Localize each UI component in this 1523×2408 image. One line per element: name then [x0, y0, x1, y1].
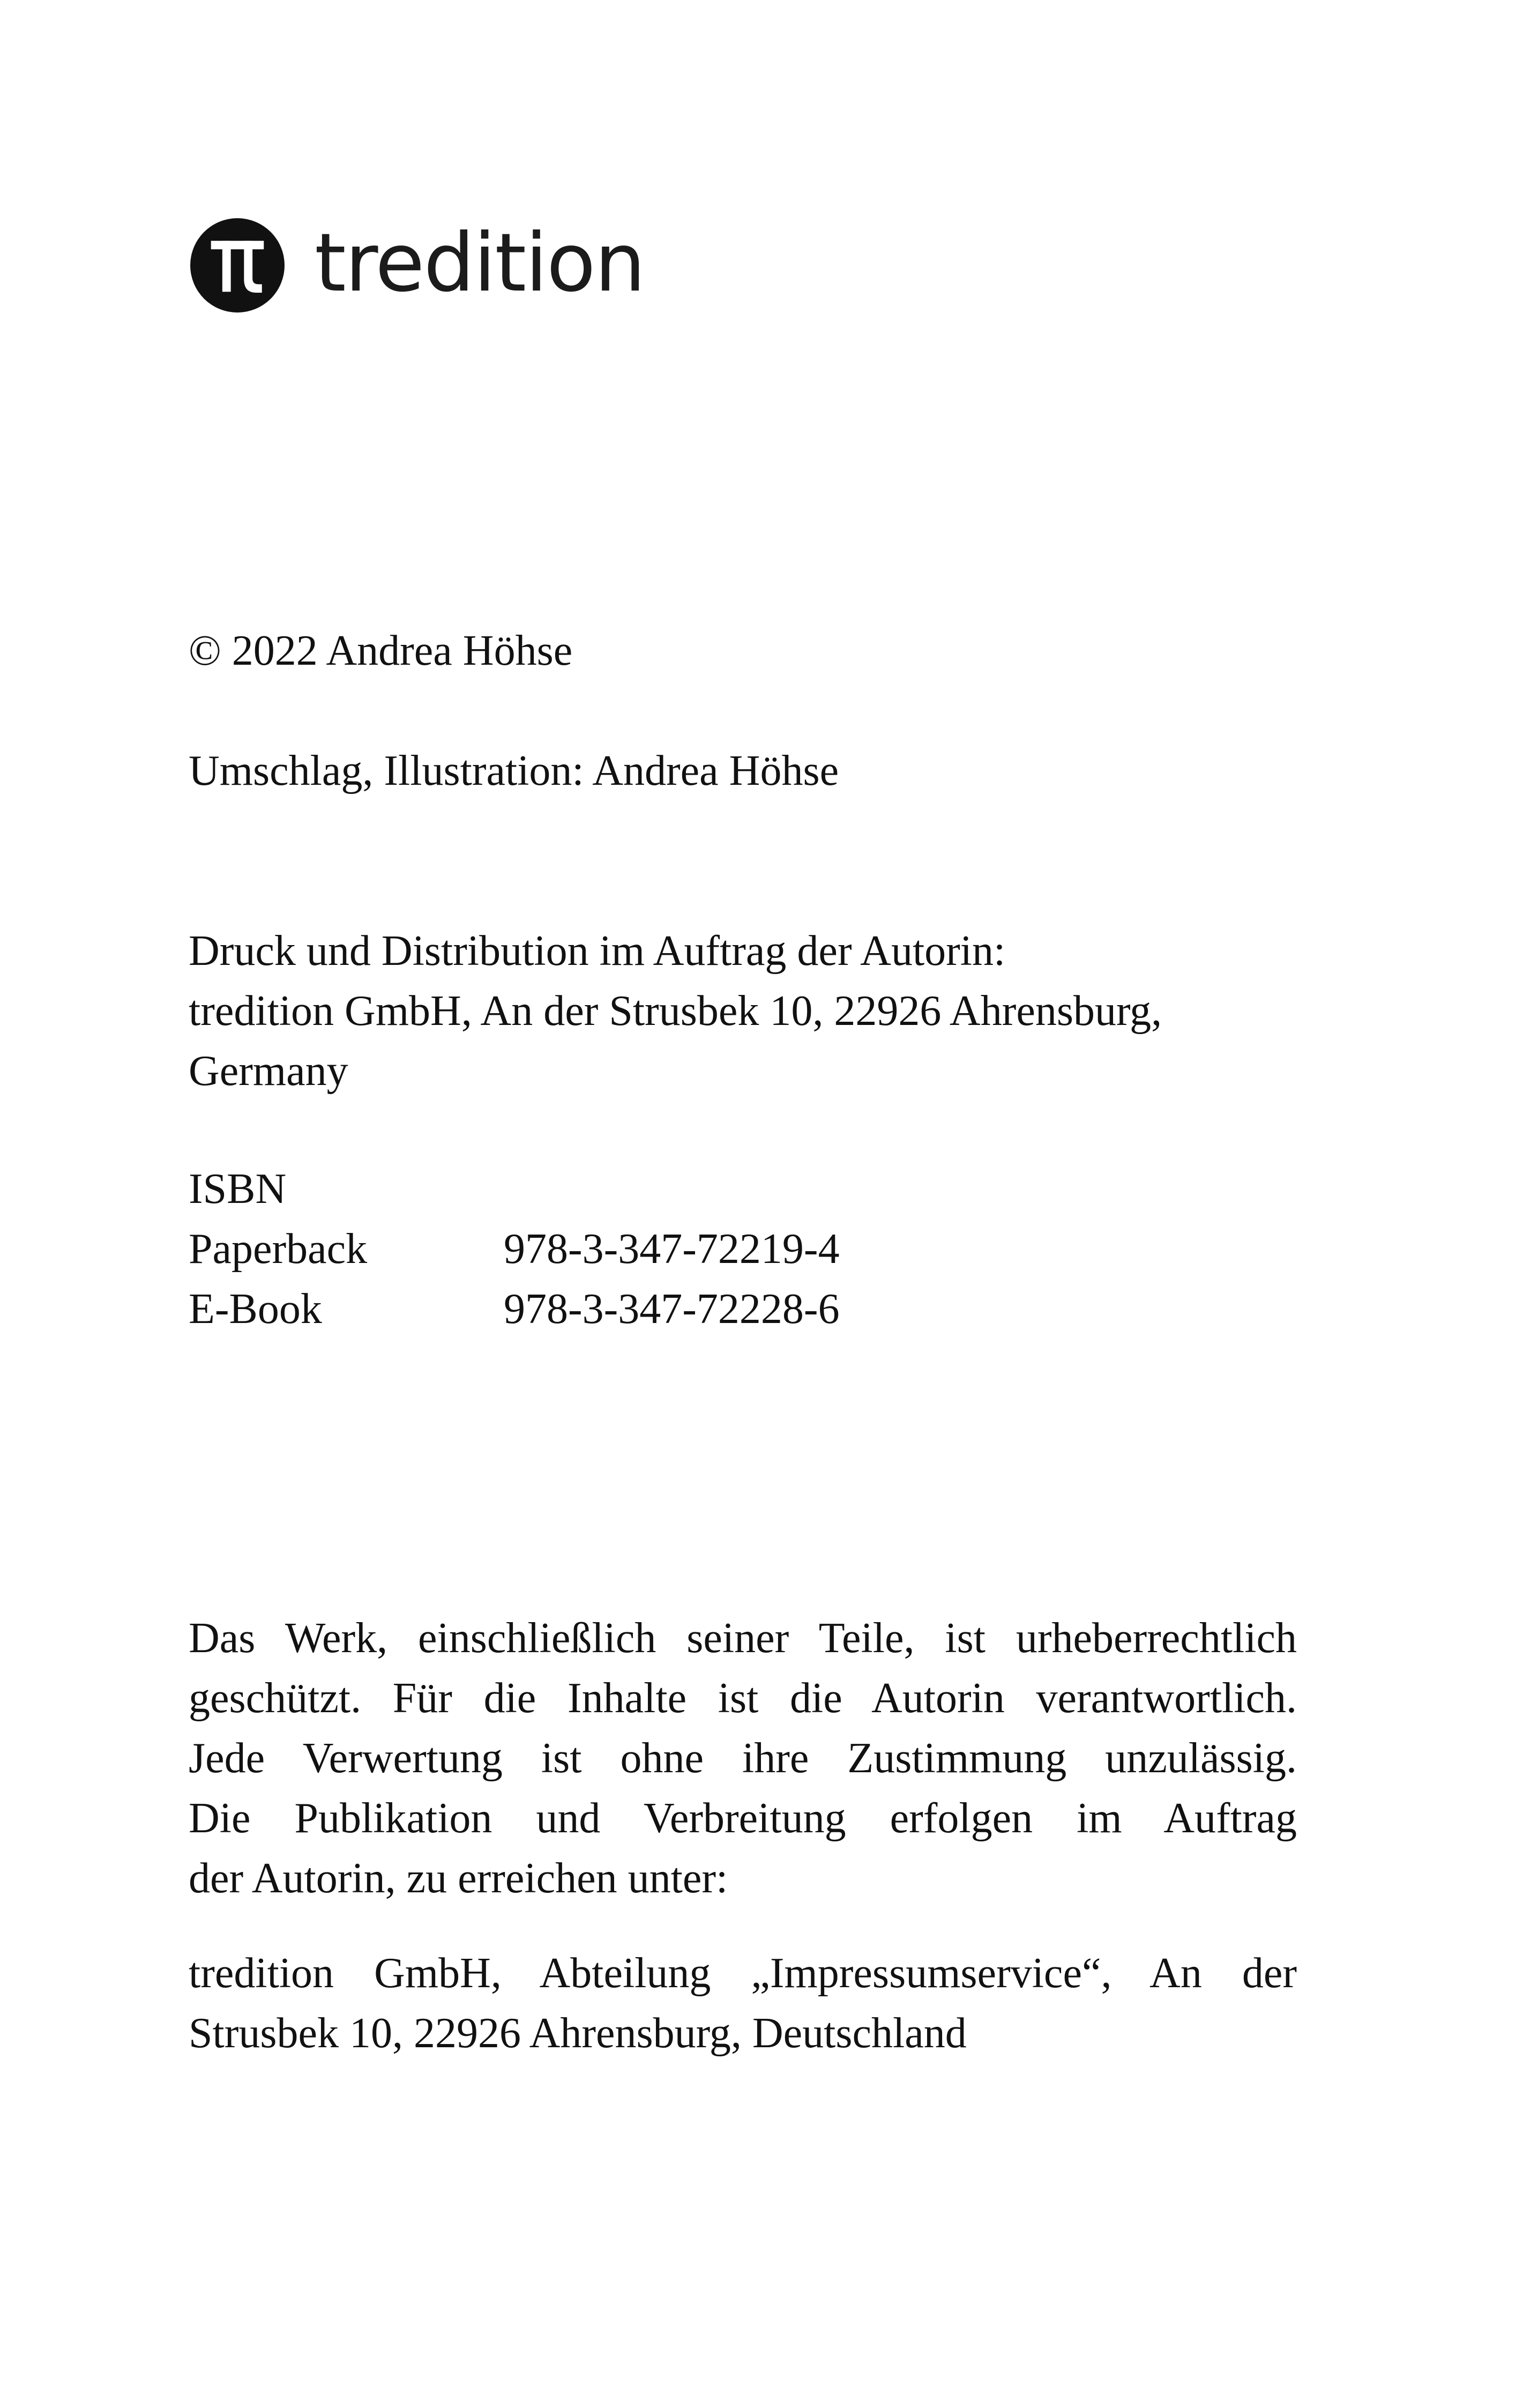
- rights-notice-line: Jede Verwertung ist ohne ihre Zustimmung unzulässig.: [189, 1735, 1297, 1782]
- cover-credit-line: Umschlag, Illustration: Andrea Höhse: [189, 747, 839, 794]
- publisher-logo: [190, 217, 645, 314]
- isbn-number: 978-3-347-72228-6: [504, 1285, 840, 1333]
- rights-notice-line: der Autorin, zu erreichen unter:: [189, 1855, 728, 1902]
- isbn-heading: ISBN: [189, 1165, 287, 1213]
- rights-notice-paragraph: [189, 1608, 1297, 1908]
- copyright-line: © 2022 Andrea Höhse: [189, 627, 573, 674]
- logo-wordmark: tredition: [315, 217, 645, 310]
- isbn-number: 978-3-347-72219-4: [504, 1225, 840, 1273]
- rights-notice-line: Die Publikation und Verbreitung erfolgen im Auftrag: [189, 1795, 1297, 1842]
- isbn-format-label: Paperback: [189, 1225, 368, 1273]
- isbn-format-label: E-Book: [189, 1285, 322, 1333]
- contact-address-paragraph: [189, 1943, 1297, 2063]
- contact-address-line: Strusbek 10, 22926 Ahrensburg, Deutschland: [189, 2010, 967, 2057]
- print-distribution-line: tredition GmbH, An der Strusbek 10, 22926 Ahrensburg,: [189, 987, 1162, 1035]
- contact-address-line: tredition GmbH, Abteilung „Impressumservice“, An der: [189, 1950, 1297, 1997]
- rights-notice-line: geschützt. Für die Inhalte ist die Autorin verantwortlich.: [189, 1675, 1297, 1722]
- tredition-logo-icon: [190, 218, 285, 313]
- rights-notice-line: Das Werk, einschließlich seiner Teile, ist urheberrechtlich: [189, 1615, 1297, 1662]
- print-distribution-line: Germany: [189, 1047, 348, 1095]
- print-distribution-block: [189, 921, 1297, 1101]
- print-distribution-line: Druck und Distribution im Auftrag der Autorin:: [189, 927, 1006, 975]
